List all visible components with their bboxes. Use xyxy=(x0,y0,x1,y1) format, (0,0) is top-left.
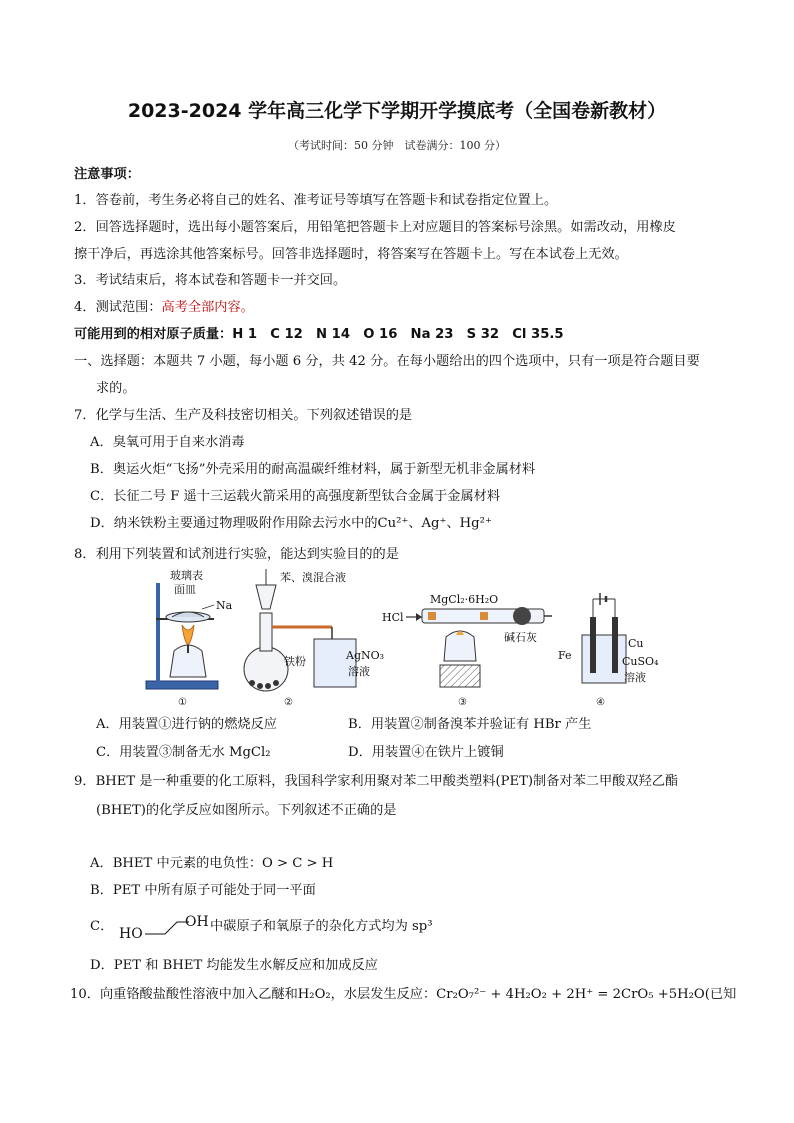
apparatus-3-number: ③ xyxy=(458,697,467,708)
watch-glass-label-2: 面皿 xyxy=(174,583,196,596)
ho-group-left: HO xyxy=(119,926,143,942)
apparatus-3 xyxy=(382,593,552,708)
q8-option-a: A．用装置①进行钠的燃烧反应 xyxy=(96,717,277,732)
mgcl2-label: MgCl₂·6H₂O xyxy=(430,593,499,606)
notice-item-2-cont: 擦干净后，再选涂其他答案标号。回答非选择题时，将答案写在答题卡上。写在本试卷上无效。 xyxy=(74,247,628,262)
apparatus-2-number: ② xyxy=(284,697,293,708)
notice-heading: 注意事项： xyxy=(74,167,140,182)
apparatus-1 xyxy=(146,568,233,708)
silver-nitrate-solution-label: 溶液 xyxy=(348,665,370,678)
notice-item-1: 1．答卷前，考生务必将自己的姓名、准考证号等填写在答题卡和试卷指定位置上。 xyxy=(74,193,558,208)
section-heading: 一、选择题：本题共 7 小题，每小题 6 分，共 42 分。在每小题给出的四个选项中，只有一项是符合题目要 xyxy=(74,354,700,369)
q8-option-b: B．用装置②制备溴苯并验证有 HBr 产生 xyxy=(348,717,592,732)
q9-stem-1: 9．BHET 是一种重要的化工原料，我国科学家利用聚对苯二甲酸类塑料(PET)制备对苯二甲酸双羟乙酯 xyxy=(74,774,679,789)
q8-option-d: D．用装置④在铁片上镀铜 xyxy=(348,745,504,760)
hcl-label: HCl xyxy=(382,611,404,624)
q8-option-c: C．用装置③制备无水 MgCl₂ xyxy=(96,745,271,760)
q9-option-b: B．PET 中所有原子可能处于同一平面 xyxy=(90,883,316,898)
scope-label: 4．测试范围： xyxy=(74,300,162,315)
apparatus-4-number: ④ xyxy=(596,697,605,708)
fe-electrode-label: Fe xyxy=(558,649,572,662)
oh-group-right: OH xyxy=(185,914,209,930)
q10-stem-text: 10．向重铬酸盐酸性溶液中加入乙醚和H₂O₂，水层发生反应： xyxy=(70,987,437,1002)
page-title: 2023-2024 学年高三化学下学期开学摸底考（全国卷新教材） xyxy=(127,100,667,122)
q8-apparatus-figure xyxy=(134,565,659,710)
q7-option-d xyxy=(90,515,492,533)
apparatus-1-number: ① xyxy=(178,697,187,708)
sodium-label: Na xyxy=(216,599,233,612)
watch-glass-label: 玻璃表 xyxy=(170,569,203,582)
q7-option-d-ions: Cu²⁺、Ag⁺、Hg²⁺ xyxy=(377,516,492,531)
notice-item-4 xyxy=(74,299,254,317)
section-heading-cont: 求的。 xyxy=(96,381,136,396)
silver-nitrate-label: AgNO₃ xyxy=(346,649,385,662)
notice-item-2: 2．回答选择题时，选出每小题答案后，用铅笔把答题卡上对应题目的答案标号涂黑。如需改动，用橡皮 xyxy=(74,220,676,235)
q10-stem-tail: (已知 xyxy=(704,987,737,1002)
q7-option-d-text: D．纳米铁粉主要通过物理吸附作用除去污水中的 xyxy=(90,516,378,531)
q8-stem: 8．利用下列装置和试剂进行实验，能达到实验目的的是 xyxy=(74,547,399,562)
cu-electrode-label: Cu xyxy=(628,637,644,650)
q9-option-d: D．PET 和 BHET 均能发生水解反应和加成反应 xyxy=(90,958,378,973)
iron-powder-label: 铁粉 xyxy=(284,655,306,668)
notice-item-3: 3．考试结束后，将本试卷和答题卡一并交回。 xyxy=(74,273,347,288)
q7-option-c: C．长征二号 F 遥十三运载火箭采用的高强度新型钛合金属于金属材料 xyxy=(90,489,501,504)
apparatus-2 xyxy=(244,569,384,708)
q9-stem-2: (BHET)的化学反应如图所示。下列叙述不正确的是 xyxy=(96,803,397,818)
q7-stem: 7．化学与生活、生产及科技密切相关。下列叙述错误的是 xyxy=(74,408,413,423)
benzene-bromine-label: 苯、溴混合液 xyxy=(280,571,346,584)
q7-option-b: B．奥运火炬“飞扬”外壳采用的耐高温碳纤维材料，属于新型无机非金属材料 xyxy=(90,462,536,477)
q9-option-a: A．BHET 中元素的电负性：O > C > H xyxy=(90,856,334,871)
atomic-mass-line: 可能用到的相对原子质量：H 1 C 12 N 14 O 16 Na 23 S 32 Cl 35.5 xyxy=(74,327,564,342)
apparatus-4 xyxy=(558,593,659,708)
q10-stem xyxy=(70,986,736,1004)
q9-option-c-text: 中碳原子和氧原子的杂化方式均为 sp³ xyxy=(210,919,433,934)
q10-equation: Cr₂O₇²⁻ + 4H₂O₂ + 2H⁺ = 2CrO₅ +5H₂O xyxy=(436,987,705,1002)
q7-option-a: A．臭氧可用于自来水消毒 xyxy=(90,435,245,450)
exam-duration-note: （考试时间：50 分钟 试卷满分：100 分） xyxy=(288,139,506,152)
copper-sulfate-solution-label: 溶液 xyxy=(624,671,646,684)
scope-value: 高考全部内容。 xyxy=(161,300,254,315)
ethylene-glycol-structure xyxy=(119,914,211,942)
soda-lime-label: 碱石灰 xyxy=(504,631,537,644)
q9-option-c-prefix: C． xyxy=(90,919,114,934)
copper-sulfate-label: CuSO₄ xyxy=(622,655,659,668)
